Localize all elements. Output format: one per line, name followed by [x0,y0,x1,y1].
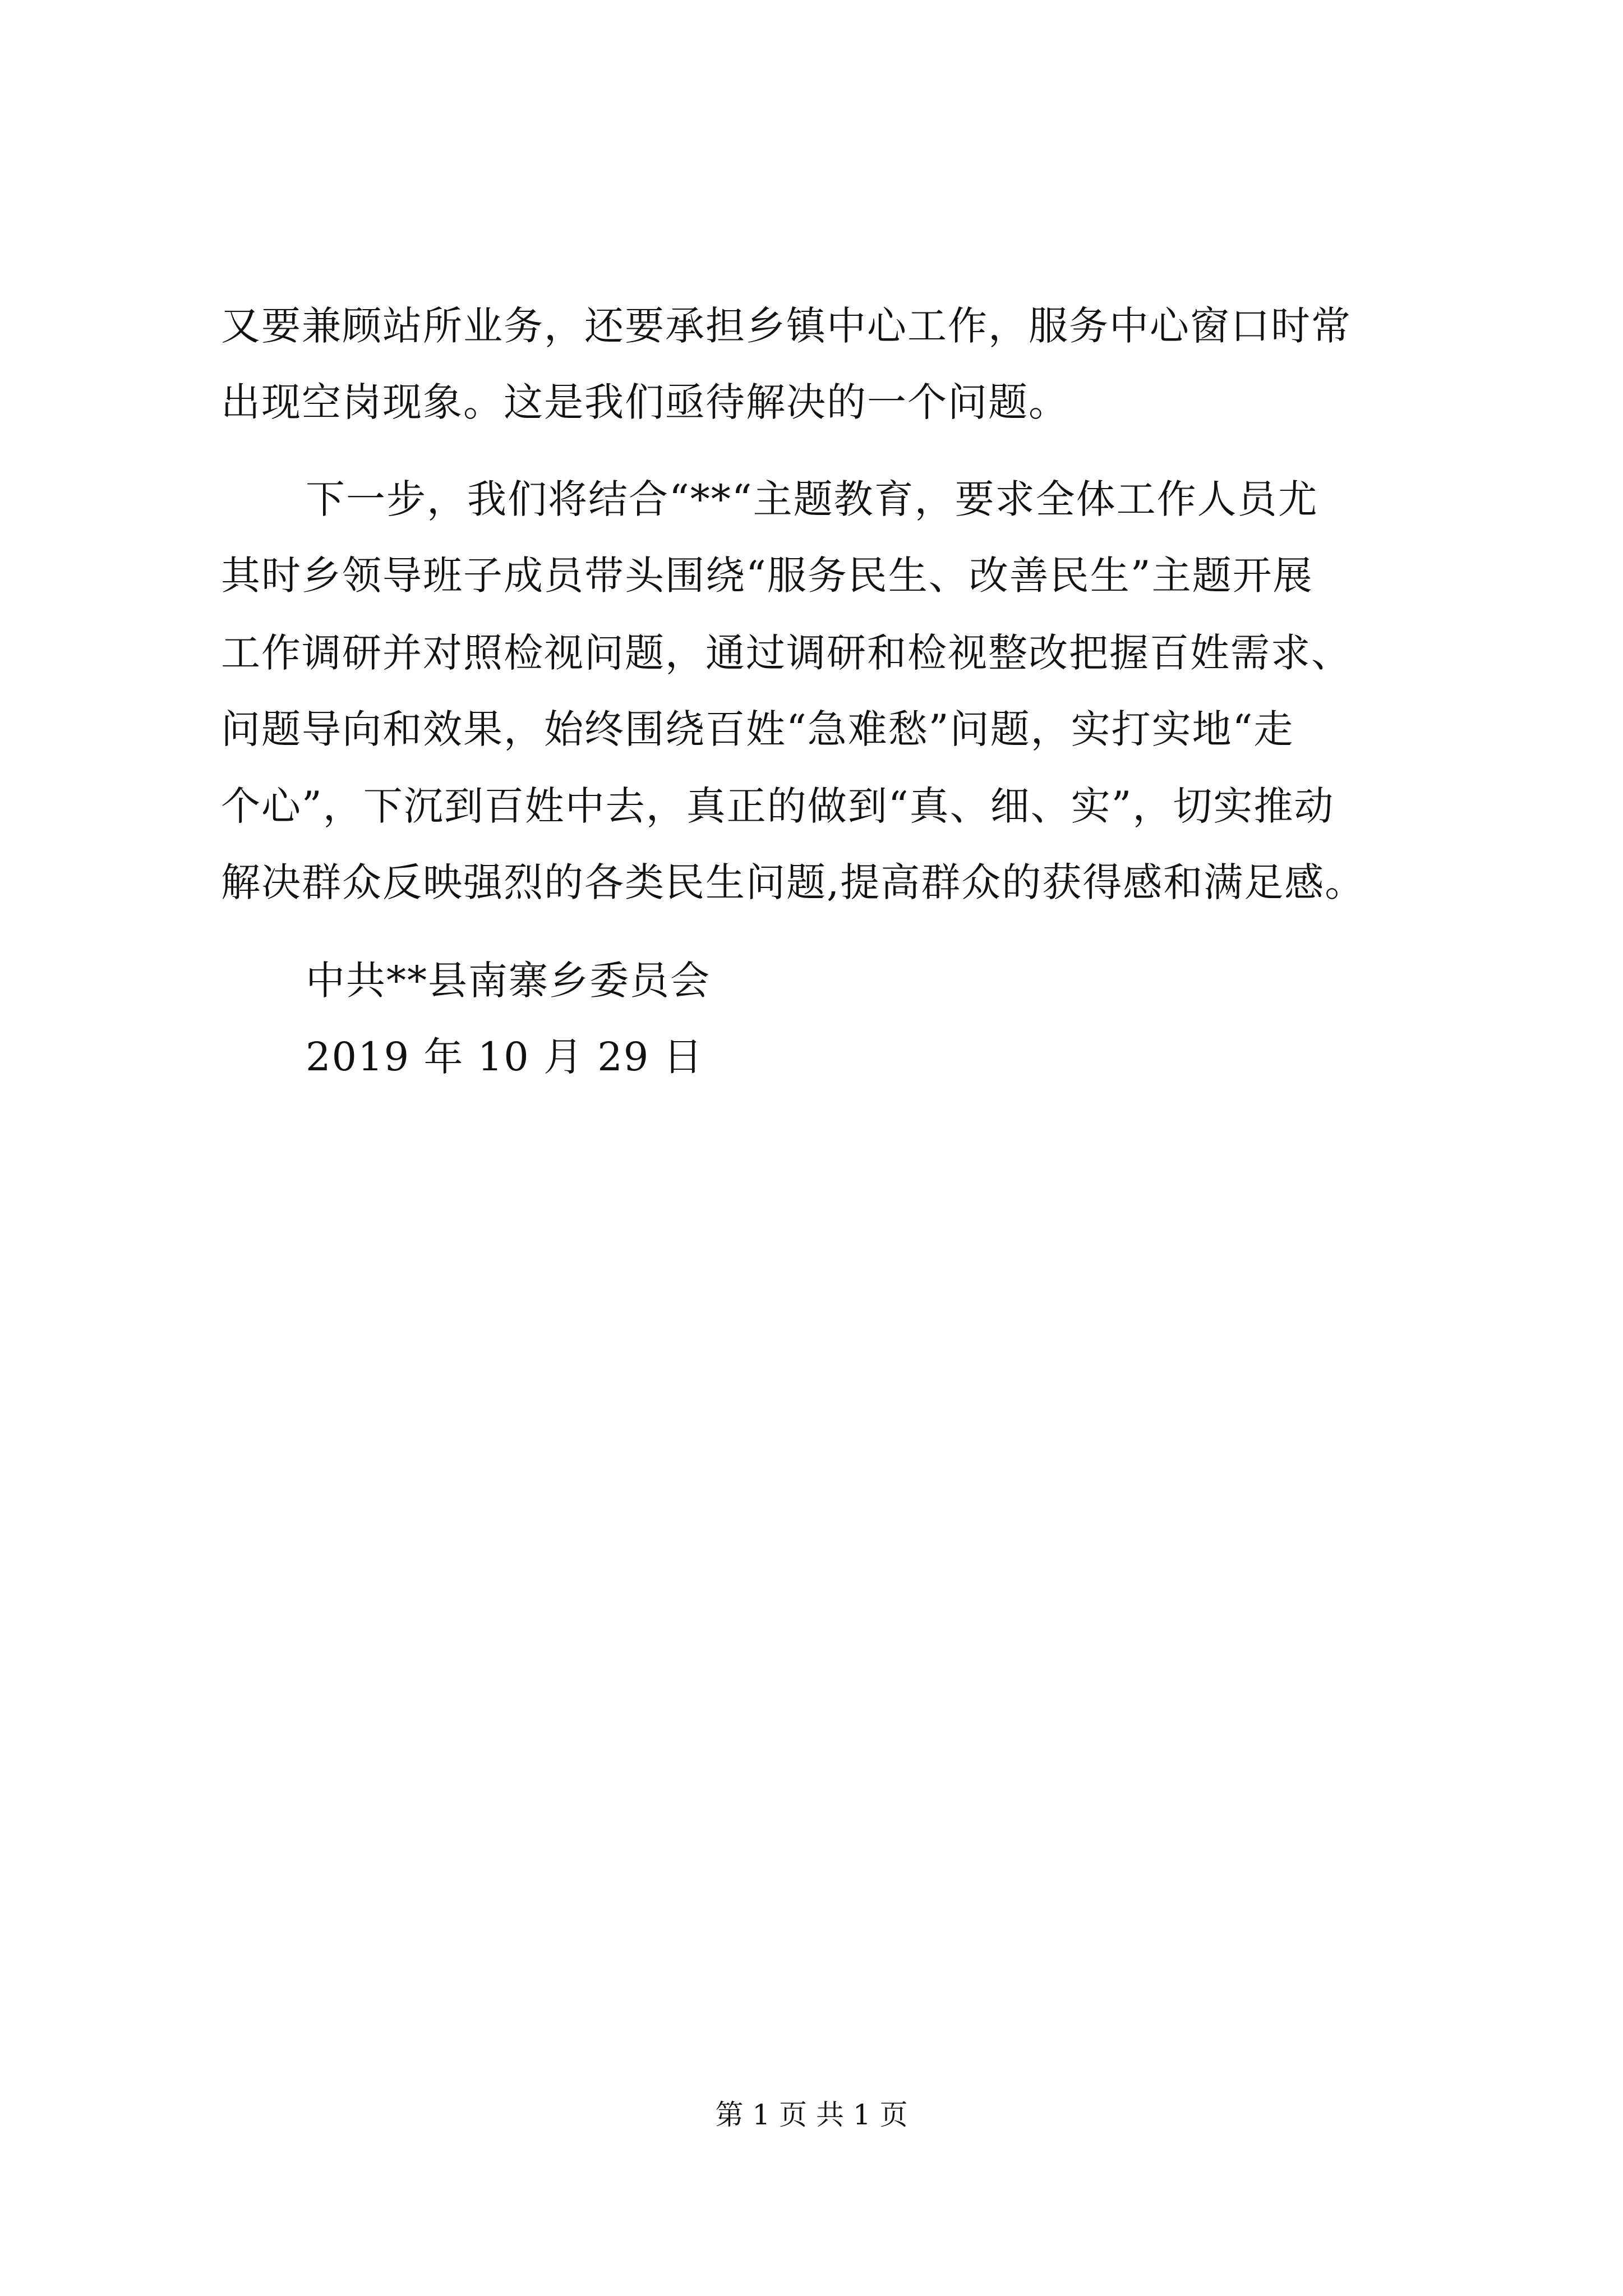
page-footer: 第 1 页 共 1 页 [715,2099,908,2131]
body-line-5: 工作调研并对照检视问题，通过调研和检视整改把握百姓需求、 [221,630,1352,676]
body-line-4: 其时乡领导班子成员带头围绕“服务民生、改善民生”主题开展 [221,553,1313,599]
body-line-1: 又要兼顾站所业务，还要承担乡镇中心工作，服务中心窗口时常 [221,303,1352,349]
body-line-2: 出现空岗现象。这是我们亟待解决的一个问题。 [221,379,1069,425]
signature-date: 2019 年 10 月 29 日 [306,1034,704,1080]
signature-org: 中共**县南寨乡委员会 [306,958,711,1004]
body-line-7: 个心”，下沉到百姓中去，真正的做到“真、细、实”，切实推动 [221,783,1335,829]
body-line-6: 问题导向和效果，始终围绕百姓“急难愁”问题，实打实地“走 [221,706,1294,752]
body-line-3: 下一步，我们将结合“**“主题教育，要求全体工作人员尤 [306,476,1318,522]
body-line-8: 解决群众反映强烈的各类民生问题,提高群众的获得感和满足感。 [221,859,1366,905]
